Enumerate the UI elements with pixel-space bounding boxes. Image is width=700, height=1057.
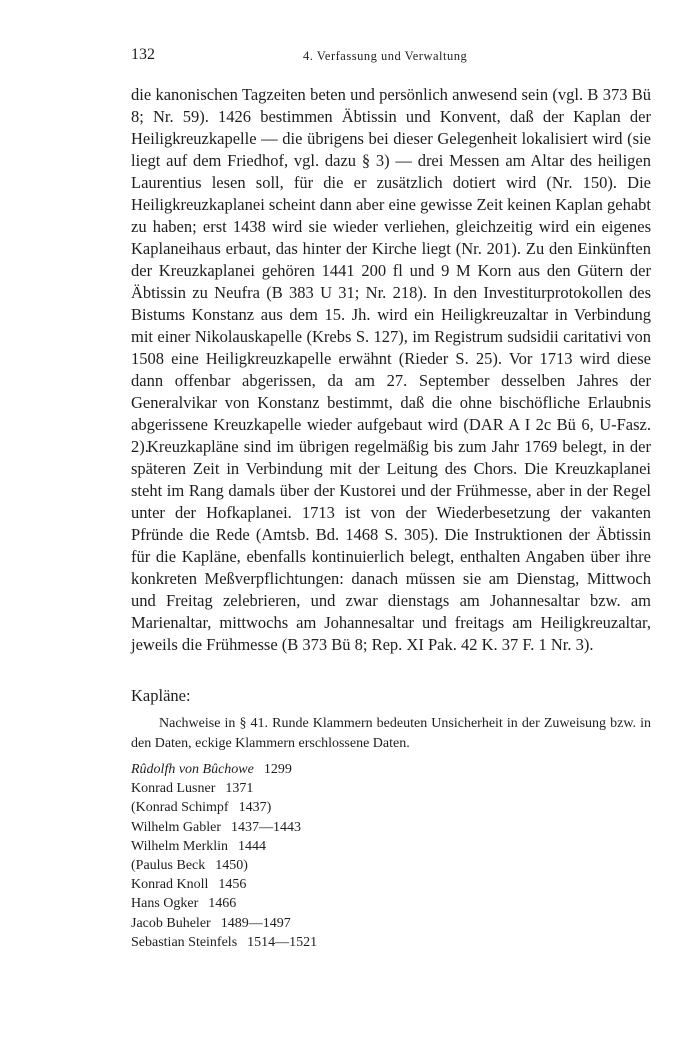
chaplain-name: Konrad Lusner [131, 781, 216, 797]
list-item [131, 894, 317, 913]
chaplain-name: Wilhelm Merklin [131, 838, 229, 854]
chaplain-name: (Paulus Beck [131, 858, 206, 874]
running-head: 4. Verfassung und Verwaltung [303, 49, 468, 63]
chaplain-years: 1437) [238, 800, 272, 816]
section-note: Nachweise in § 41. Runde Klammern bedeuten Unsicherheit in der Zuweisung bzw. in den Daten, eckige Klammern erschlossene Daten. [131, 716, 651, 751]
chaplain-years: 1371 [225, 781, 254, 797]
chaplain-name: Wilhelm Gabler [131, 819, 222, 835]
section-heading: Kapläne: [131, 686, 191, 705]
chaplain-name: Rûdolfh von Bûchowe [131, 762, 254, 777]
list-item [131, 837, 317, 856]
list-item [131, 875, 317, 894]
chaplain-years: 1514—1521 [247, 934, 318, 950]
list-item [131, 914, 317, 933]
list-item [131, 818, 317, 837]
chaplain-list [131, 760, 317, 952]
chaplain-name: Sebastian Steinfels [131, 934, 238, 950]
page-number: 132 [131, 46, 155, 63]
list-item [131, 856, 317, 875]
list-item [131, 760, 317, 779]
list-item [131, 779, 317, 798]
paragraph-2: Kreuzkapläne sind im übrigen regelmäßig bis zum Jahr 1769 belegt, in der späteren Zeit in Verbindung mit der Leitung des Chors. Die Kreuzkaplanei steht im Rang damals über der Kustorei und der Frühmesse, aber in der Regel unter der Hofkaplanei. 1713 ist von der Wiederbesetzung der vakanten Pfründe die Rede (Amtsb. Bd. 1468 S. 305). Die Instruktionen der Äbtissin für die Kapläne, ebenfalls kontinuierlich belegt, enthalten Angaben über ihre konkreten Meßverpflichtungen: danach müssen sie am Dienstag, Mittwoch und Freitag zelebrieren, und zwar dienstags am Johannesaltar bzw. am Marienaltar, mittwochs am Johannesaltar und freitags am Heiligkreuzaltar, jeweils die Frühmesse (B 373 Bü 8; Rep. XI Pak. 42 K. 37 F. 1 Nr. 3). [131, 437, 651, 654]
chaplain-years: 1450) [215, 858, 248, 874]
list-item [131, 798, 317, 817]
chaplain-years: 1299 [263, 762, 292, 777]
chaplain-name: Konrad Knoll [131, 877, 209, 893]
chaplain-years: 1444 [238, 838, 267, 854]
paragraph-1: die kanonischen Tagzeiten beten und persönlich anwesend sein (vgl. B 373 Bü 8; Nr. 59). 1426 bestimmen Äbtissin und Konvent, daß der Kaplan der Heiligkreuzkapelle — die übrigens bei dieser Gelegenheit lokalisiert wird (sie liegt auf dem Friedhof, vgl. dazu § 3) — drei Messen am Altar des heiligen Laurentius lesen soll, für die er zusätzlich dotiert wird (Nr. 150). Die Heiligkreuzkaplanei scheint dann aber eine gewisse Zeit keinen Kaplan gehabt zu haben; erst 1438 wird sie wieder verliehen, gleichzeitig wird ein eigenes Kaplaneihaus erbaut, das hinter der Kirche liegt (Nr. 201). Zu den Einkünften der Kreuzkaplanei gehören 1441 200 fl und 9 M Korn aus den Gütern der Äbtissin zu Neufra (B 383 U 31; Nr. 218). In den Investiturprotokollen des Bistums Konstanz aus dem 15. Jh. wird ein Heiligkreuzaltar in Verbindung mit einer Nikolauskapelle (Krebs S. 127), im Registrum sudsidii caritativi von 1508 eine Heiligkreuzkapelle erwähnt (Rieder S. 25). Vor 1713 wird diese dann offenbar abgerissen, da am 27. September desselben Jahres der Generalvikar von Konstanz bestimmt, daß die ohne bischöfliche Erlaubnis abgerissene Kreuzkapelle wieder aufgebaut wird (DAR A I 2c Bü 6, U-Fasz. 2). [131, 85, 651, 456]
chaplain-name: Jacob Buheler [131, 915, 211, 931]
chaplain-years: 1489—1497 [220, 915, 291, 931]
list-item [131, 933, 317, 952]
chaplain-name: Hans Ogker [131, 896, 199, 912]
chaplain-years: 1466 [208, 896, 237, 912]
chaplain-years: 1437—1443 [231, 819, 302, 835]
chaplain-name: (Konrad Schimpf [131, 800, 229, 816]
chaplain-years: 1456 [218, 877, 247, 893]
